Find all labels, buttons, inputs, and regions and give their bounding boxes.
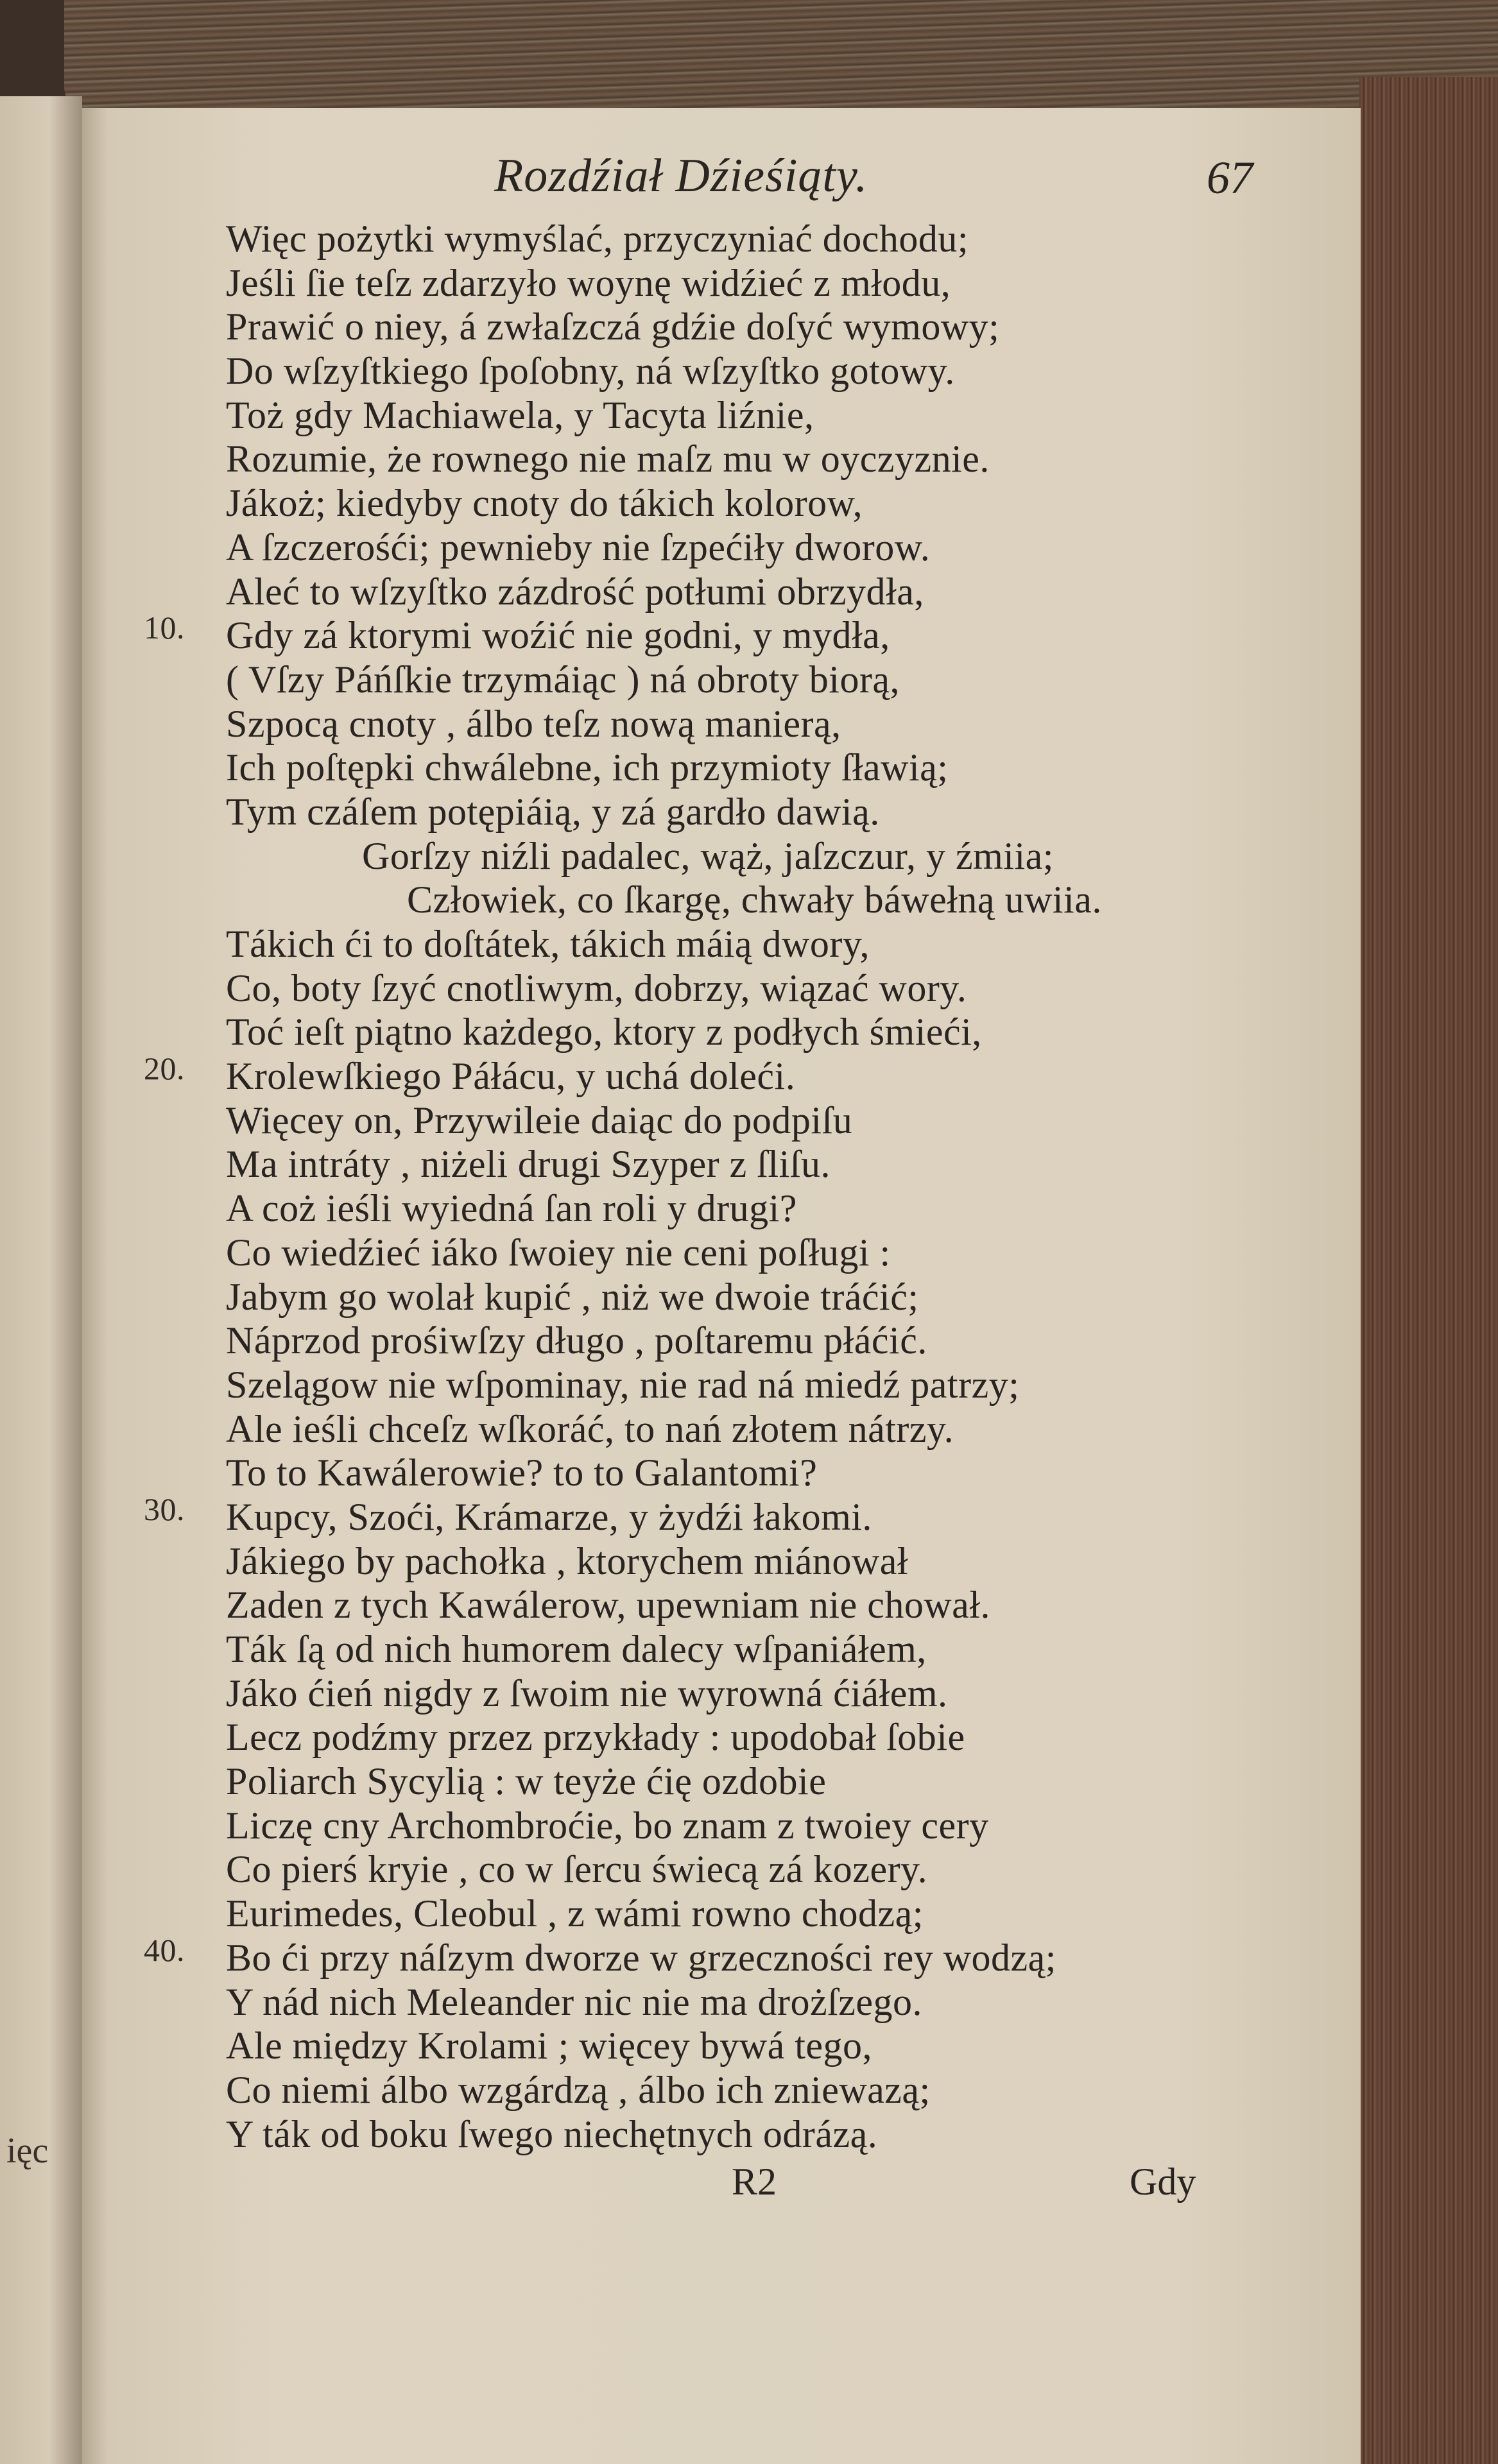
text-line: A coż ieśli wyiedná ſan roli y drugi?: [226, 1187, 797, 1230]
text-line: Jákiego by pachołka , ktorychem miánował: [226, 1539, 909, 1582]
text-line: Liczę cny Archombroćie, bo znam z twoiey cery: [226, 1804, 989, 1847]
text-line: Poliarch Sycylią : w teyże ćię ozdobie: [226, 1760, 827, 1803]
text-line: Jákoż; kiedyby cnoty do tákich kolorow,: [226, 482, 863, 525]
text-line: Co pierś kryie , co w ſercu świecą zá kozery.: [226, 1848, 928, 1891]
text-line: Jáko ćień nigdy z ſwoim nie wyrowná ćiáłem.: [226, 1672, 948, 1715]
running-title: Rozdźiał Dźieśiąty.: [494, 150, 868, 202]
text-line-indented: Gorſzy niźli padalec, wąż, jaſzczur, y źmiia;: [362, 834, 1054, 877]
text-line-numbered: [144, 610, 1356, 658]
text-line: Ma intráty , niżeli drugi Szyper z ſliſu.: [226, 1143, 831, 1186]
text-line: Szelągow nie wſpominay, nie rad ná miedź patrzy;: [226, 1363, 1020, 1406]
line-number: 40.: [144, 1931, 185, 1968]
book-top-edge: [64, 0, 1498, 112]
text-line: Ták ſą od nich humorem dalecy wſpaniáłem,: [226, 1628, 927, 1670]
text-line: Rozumie, że rownego nie maſz mu w oyczyznie.: [226, 438, 990, 481]
text-line: A ſzczerośći; pewnieby nie ſzpećiły dworow.: [226, 526, 931, 569]
text-line: Náprzod prośiwſzy długo , poſtaremu płáćić.: [226, 1319, 927, 1362]
text-line: Eurimedes, Cleobul , z wámi rowno chodzą;: [226, 1892, 924, 1935]
text-line: Y nád nich Meleander nic nie ma drożſzego.: [226, 1980, 923, 2023]
text-line: Co, boty ſzyć cnotliwym, dobrzy, wiązać wory.: [226, 966, 967, 1009]
text-line: Co wiedźieć iáko ſwoiey nie ceni poſługi :: [226, 1231, 891, 1274]
catchword: Gdy: [1130, 2160, 1196, 2203]
text-line: Jabym go wolał kupić , niż we dwoie tráćić;: [226, 1275, 919, 1318]
text-line: Tym czáſem potępiáią, y zá gardło dawią.: [226, 790, 880, 833]
text-line-numbered: [144, 1931, 1356, 1980]
line-number: 30.: [144, 1491, 185, 1527]
text-line: Y ták od boku ſwego niechętnych odrázą.: [226, 2112, 878, 2155]
text-line: ( Vſzy Páńſkie trzymáiąc ) ná obroty biorą,: [226, 658, 900, 701]
previous-page-edge: [0, 96, 82, 2464]
text-line: To to Kawálerowie? to to Galantomi?: [226, 1451, 818, 1494]
text-line: Więcey on, Przywileie daiąc do podpiſu: [226, 1099, 853, 1142]
text-line: Jeśli ſie teſz zdarzyło woynę widźieć z młodu,: [226, 261, 951, 304]
line-text: Bo ći przy náſzym dworze w grzeczności rey wodzą;: [226, 1936, 1056, 1979]
text-line-numbered: [144, 1491, 1356, 1539]
text-line: Ale między Krolami ; więcey bywá tego,: [226, 2024, 873, 2067]
text-line: Zaden z tych Kawálerow, upewniam nie chował.: [226, 1584, 990, 1627]
text-line: Szpocą cnoty , álbo teſz nową manierą,: [226, 702, 841, 745]
text-line-indented: Człowiek, co ſkargę, chwały báwełną uwiia.: [407, 878, 1102, 921]
line-text: Krolewſkiego Páłácu, y uchá doleći.: [226, 1055, 796, 1098]
book-fore-edge: [1359, 77, 1498, 2464]
text-line: Ich poſtępki chwálebne, ich przymioty ſławią;: [226, 746, 949, 789]
text-line: Tákich ći to doſtátek, tákich máią dwory,: [226, 923, 870, 965]
text-line: Toż gdy Machiawela, y Tacyta liźnie,: [226, 393, 814, 436]
text-line: Aleć to wſzyſtko zázdrość potłumi obrzydła,: [226, 570, 924, 613]
line-text: Kupcy, Szoći, Krámarze, y żydźi łakomi.: [226, 1495, 872, 1538]
text-line: Co niemi álbo wzgárdzą , álbo ich zniewazą;: [226, 2068, 931, 2111]
text-line: Ale ieśli chceſz wſkoráć, to nań złotem nátrzy.: [226, 1407, 954, 1450]
signature-mark: R2: [732, 2160, 777, 2203]
page-number: 67: [1207, 152, 1253, 203]
text-line: Do wſzyſtkiego ſpoſobny, ná wſzyſtko gotowy.: [226, 350, 955, 393]
line-number: 20.: [144, 1050, 185, 1087]
line-text: Gdy zá ktorymi woźić nie godni, y mydła,: [226, 614, 890, 657]
text-line: Toć ieſt piątno każdego, ktory z podłych śmieći,: [226, 1011, 982, 1054]
text-line: Prawić o niey, á zwłaſzczá gdźie doſyć wymowy;: [226, 305, 1000, 348]
text-line: Lecz podźmy przez przykłady : upodobał ſobie: [226, 1716, 965, 1759]
text-line-numbered: [144, 1050, 1356, 1099]
poem-text: [144, 217, 1356, 2156]
line-number: 10.: [144, 610, 185, 646]
text-line: Więc pożytki wymyślać, przyczyniać dochodu;: [226, 218, 969, 260]
previous-page-fragment: ięc: [6, 2131, 49, 2171]
